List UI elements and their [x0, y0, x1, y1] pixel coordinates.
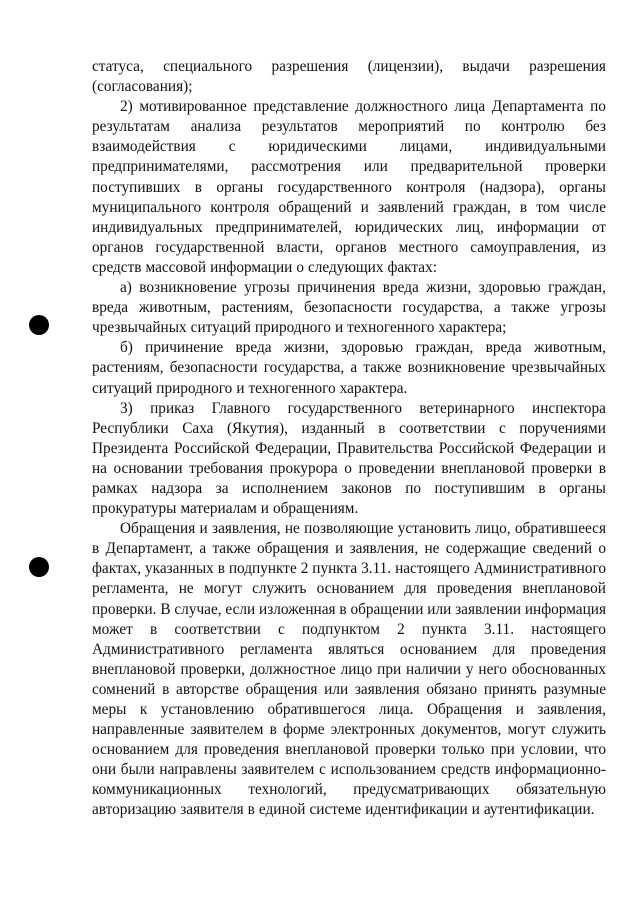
text-line: внеплановой проверки, должностное лицо при наличии у него обоснованных — [92, 660, 606, 678]
text-line: может в соответствии с подпунктом 2 пункта 3.11. настоящего — [92, 620, 606, 638]
text-line: 2) мотивированное представление должностного лица Департамента по — [120, 98, 606, 116]
text-line: сомнений в авторстве обращения или заявления обязано принять разумные — [92, 680, 606, 698]
text-line: меры к установлению обратившегося лица. Обращения и заявления, — [92, 701, 606, 718]
text-line: 3) приказ Главного государственного ветеринарного инспектора — [120, 399, 606, 417]
text-line: (согласования); — [92, 78, 193, 96]
text-line: Обращения и заявления, не позволяющие установить лицо, обратившееся — [120, 520, 606, 538]
text-line: основанием для проведения внеплановой проверки только при условии, что — [92, 741, 606, 759]
text-line: индивидуальных предпринимателей, юридических лиц, информации от — [92, 218, 606, 236]
text-line: вреда животным, растениям, безопасности государства, а также угрозы — [92, 299, 606, 317]
text-line: поступивших в органы государственного контроля (надзора), органы — [92, 178, 606, 196]
text-line: направленные заявителем в форме электронных документов, могут служить — [92, 721, 606, 739]
text-line: фактах, указанных в подпункте 2 пункта 3.11. настоящего Административного — [92, 560, 606, 578]
text-line: регламента, не могут служить основанием для проведения внеплановой — [92, 580, 606, 598]
text-line: рамках надзора за исполнением законов по поступившим в органы — [92, 479, 606, 497]
text-line: статуса, специального разрешения (лицензии), выдачи разрешения — [92, 58, 606, 75]
text-line: а) возникновение угрозы причинения вреда жизни, здоровью граждан, — [120, 279, 606, 297]
text-line: проверки. В случае, если изложенная в обращении или заявлении информация — [92, 600, 606, 618]
text-line: средств массовой информации о следующих фактах: — [92, 258, 437, 276]
text-line: авторизацию заявителя в единой системе идентификации и аутентификации. — [92, 801, 595, 819]
text-line: ситуаций природного и техногенного характера. — [92, 379, 408, 397]
punch-hole — [29, 557, 49, 577]
text-line: чрезвычайных ситуаций природного и техногенного характера; — [92, 319, 507, 337]
text-line: органов государственной власти, органов местного самоуправления, из — [92, 238, 606, 256]
text-line: предпринимателями, рассмотрения или предварительной проверки — [92, 158, 606, 176]
text-line: б) причинение вреда жизни, здоровью граждан, вреда животным, — [120, 339, 606, 357]
text-line: коммуникационных технологий, предусматривающих обязательную — [92, 781, 606, 799]
punch-hole — [29, 315, 49, 335]
text-line: Республики Саха (Якутия), изданный в соответствии с поручениями — [92, 419, 606, 437]
document-text — [92, 57, 606, 821]
text-line: результатам анализа результатов мероприятий по контролю без — [92, 118, 606, 136]
text-line: прокуратуры материалам и обращениям. — [92, 500, 359, 518]
text-line: в Департамент, а также обращения и заявления, не содержащие сведений о — [92, 540, 606, 558]
text-line: Президента Российской Федерации, Правительства Российской Федерации и — [92, 439, 606, 457]
text-line: на основании требования прокурора о проведении внеплановой проверки в — [92, 459, 606, 477]
text-line: они были направлены заявителем с использованием средств информационно- — [92, 761, 606, 779]
text-line: Административного регламента являться основанием для проведения — [92, 640, 606, 658]
text-line: муниципального контроля обращений и заявлений граждан, в том числе — [92, 198, 606, 216]
text-line: растениям, безопасности государства, а также возникновение чрезвычайных — [92, 359, 606, 377]
text-line: взаимодействия с юридическими лицами, индивидуальными — [92, 138, 606, 156]
